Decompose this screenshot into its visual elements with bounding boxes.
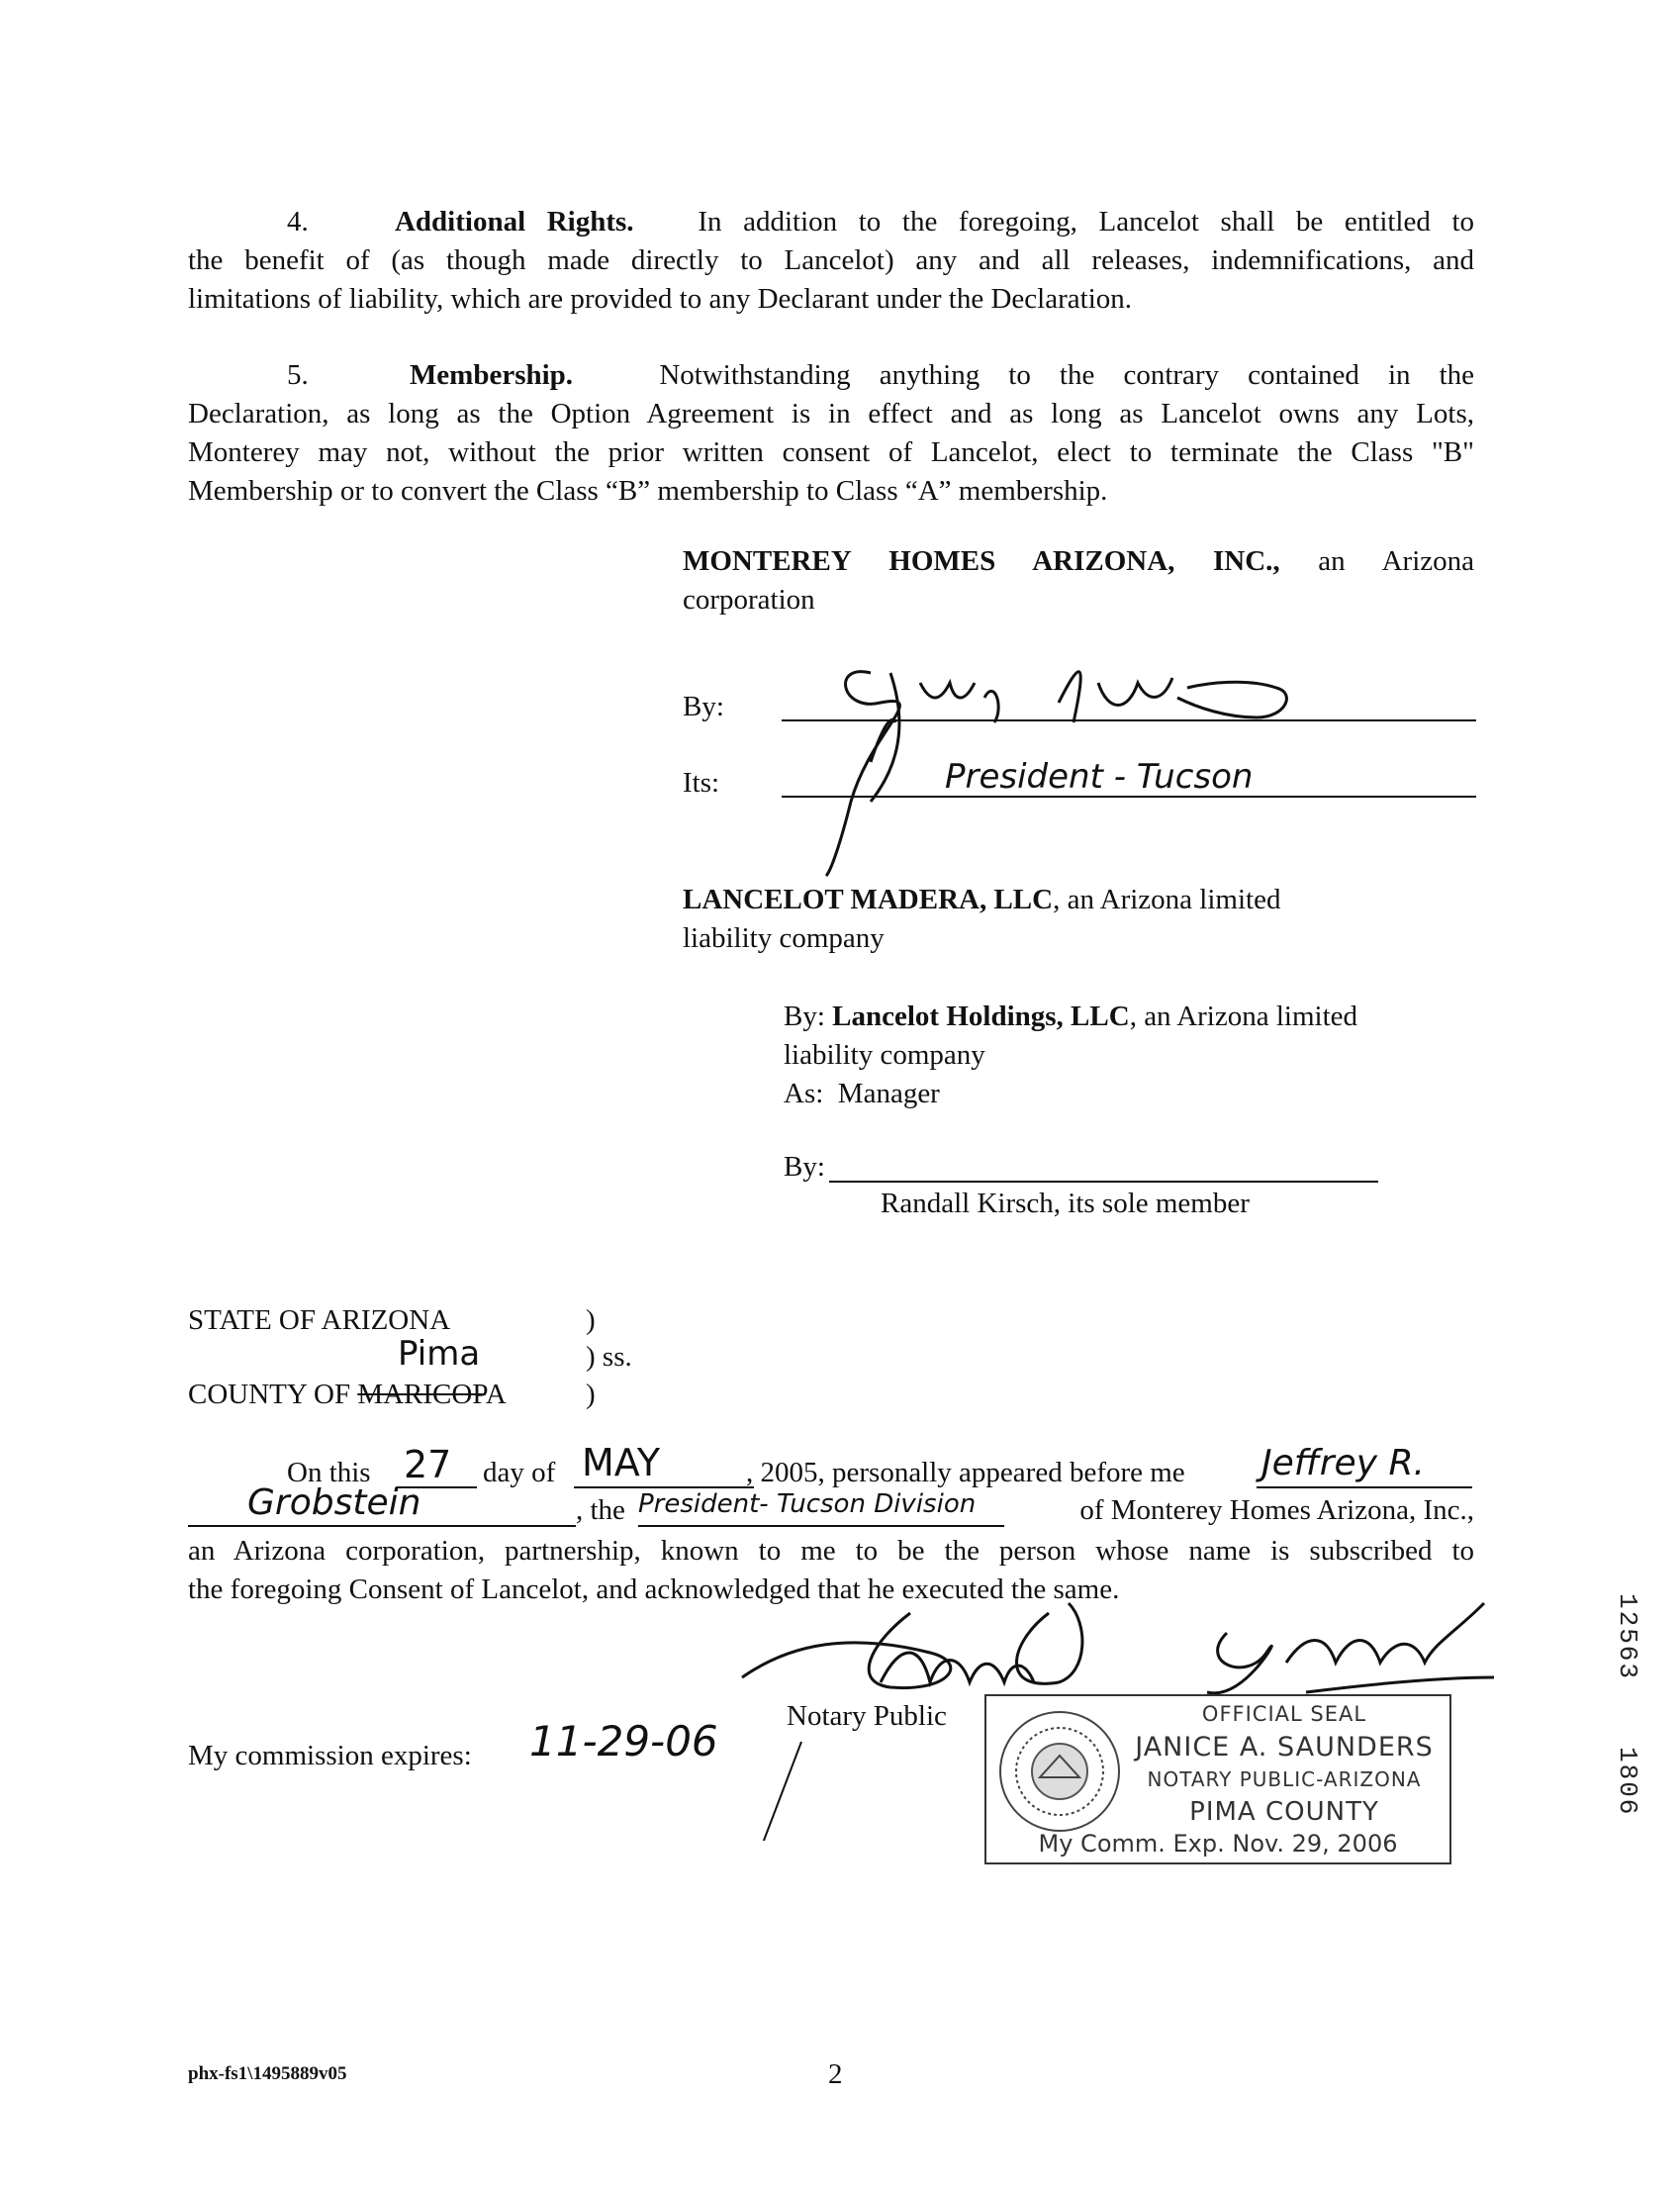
lancelot-block — [683, 881, 1474, 958]
official-seal-stamp — [984, 1694, 1451, 1864]
notary-surname-line — [188, 1525, 576, 1527]
notary-surname-value: Grobstein — [247, 1482, 421, 1523]
section-5-line-3: Monterey may not, without the prior written consent of Lancelot, elect to terminate the Class "B" — [188, 436, 1474, 468]
holdings-desc-1: , an Arizona limited — [1129, 1001, 1358, 1032]
section-5-line-4: Membership or to convert the Class “B” membership to Class “A” membership. — [188, 475, 1108, 507]
notary-of-text: of Monterey Homes Arizona, Inc., — [1079, 1494, 1474, 1526]
venue-paren-3: ) — [586, 1379, 596, 1410]
section-4-heading: Additional Rights. — [394, 206, 634, 238]
notary-title-value: President- Tucson Division — [638, 1489, 977, 1519]
notary-on-this: On this — [287, 1457, 371, 1488]
notary-day-value: 27 — [404, 1443, 452, 1486]
venue-state: STATE OF ARIZONA — [188, 1304, 451, 1336]
section-4 — [188, 203, 1474, 319]
notary-year-text: , 2005, personally appeared before me — [746, 1457, 1185, 1488]
venue-county-prefix: COUNTY OF — [188, 1379, 351, 1410]
footer-page-number: 2 — [828, 2058, 843, 2090]
notary-day-of: day of — [483, 1457, 556, 1488]
section-5-number: 5. — [287, 359, 309, 391]
section-5-line-1: Notwithstanding anything to the contrary contained in the — [659, 359, 1475, 391]
venue-paren-1: ) — [586, 1304, 596, 1336]
commission-label: My commission expires: — [188, 1740, 472, 1771]
monterey-its-value: President - Tucson — [945, 757, 1254, 797]
holdings-name: Lancelot Holdings, LLC — [832, 1001, 1130, 1032]
seal-line-1: OFFICIAL SEAL — [1201, 1702, 1367, 1726]
section-4-line-1: In addition to the foregoing, Lancelot shall be entitled to — [698, 206, 1475, 238]
venue-ss: ) ss. — [586, 1341, 632, 1373]
side-stamp-line-2: 1806 — [1613, 1747, 1642, 1817]
monterey-name: MONTEREY HOMES ARIZONA, INC., — [683, 545, 1280, 577]
venue-county-suffix: A — [485, 1379, 507, 1410]
notary-name-value: Jeffrey R. — [1261, 1443, 1425, 1483]
notary-name-line — [1257, 1486, 1472, 1488]
holdings-as-manager: As: Manager — [784, 1078, 940, 1109]
monterey-block — [683, 542, 1474, 620]
side-stamp-line-1: 12563 — [1613, 1593, 1642, 1681]
lancelot-by-label: By: — [784, 1151, 825, 1183]
section-5 — [188, 356, 1474, 511]
seal-line-3: NOTARY PUBLIC-ARIZONA — [1147, 1767, 1422, 1791]
monterey-desc-1: an Arizona — [1318, 545, 1474, 577]
seal-line-5: My Comm. Exp. Nov. 29, 2006 — [1038, 1830, 1398, 1858]
notary-month-line — [574, 1486, 754, 1488]
footer-doc-id: phx-fs1\1495889v05 — [188, 2063, 347, 2084]
lancelot-signer: Randall Kirsch, its sole member — [881, 1188, 1250, 1219]
section-4-number: 4. — [287, 206, 309, 238]
section-5-line-2: Declaration, as long as the Option Agreement is in effect and as long as Lancelot owns any Lots, — [188, 398, 1474, 429]
state-seal-icon — [996, 1708, 1123, 1835]
seal-line-4: PIMA COUNTY — [1189, 1797, 1379, 1827]
seal-line-2: JANICE A. SAUNDERS — [1135, 1732, 1434, 1763]
lancelot-name: LANCELOT MADERA, LLC — [683, 884, 1054, 915]
notary-line-3: an Arizona corporation, partnership, known to me to be the person whose name is subscribed to — [188, 1535, 1474, 1567]
monterey-its-label: Its: — [683, 767, 720, 799]
section-4-line-2: the benefit of (as though made directly to Lancelot) any and all releases, indemnifications, and — [188, 244, 1474, 276]
lancelot-desc-1: , an Arizona limited — [1053, 884, 1281, 915]
venue-county — [188, 1379, 507, 1411]
holdings-block — [784, 998, 1476, 1113]
venue-handwritten-county: Pima — [398, 1334, 481, 1374]
lancelot-desc-2: liability company — [683, 922, 885, 954]
venue-county-struck: MARICOP — [357, 1379, 486, 1410]
monterey-by-label: By: — [683, 691, 724, 722]
lancelot-by-line — [829, 1181, 1378, 1183]
commission-value: 11-29-06 — [529, 1717, 718, 1765]
notary-line-4: the foregoing Consent of Lancelot, and acknowledged that he executed the same. — [188, 1573, 1120, 1605]
notary-title-line — [638, 1525, 1004, 1527]
section-4-line-3: limitations of liability, which are provided to any Declarant under the Declaration. — [188, 283, 1132, 315]
notary-public-label: Notary Public — [787, 1700, 947, 1732]
notary-the-text: , the — [576, 1494, 625, 1526]
monterey-desc-2: corporation — [683, 584, 815, 616]
holdings-desc-2: liability company — [784, 1039, 985, 1071]
holdings-by-prefix: By: — [784, 1001, 825, 1032]
section-5-heading: Membership. — [409, 359, 574, 391]
notary-month-value: MAY — [582, 1441, 661, 1484]
